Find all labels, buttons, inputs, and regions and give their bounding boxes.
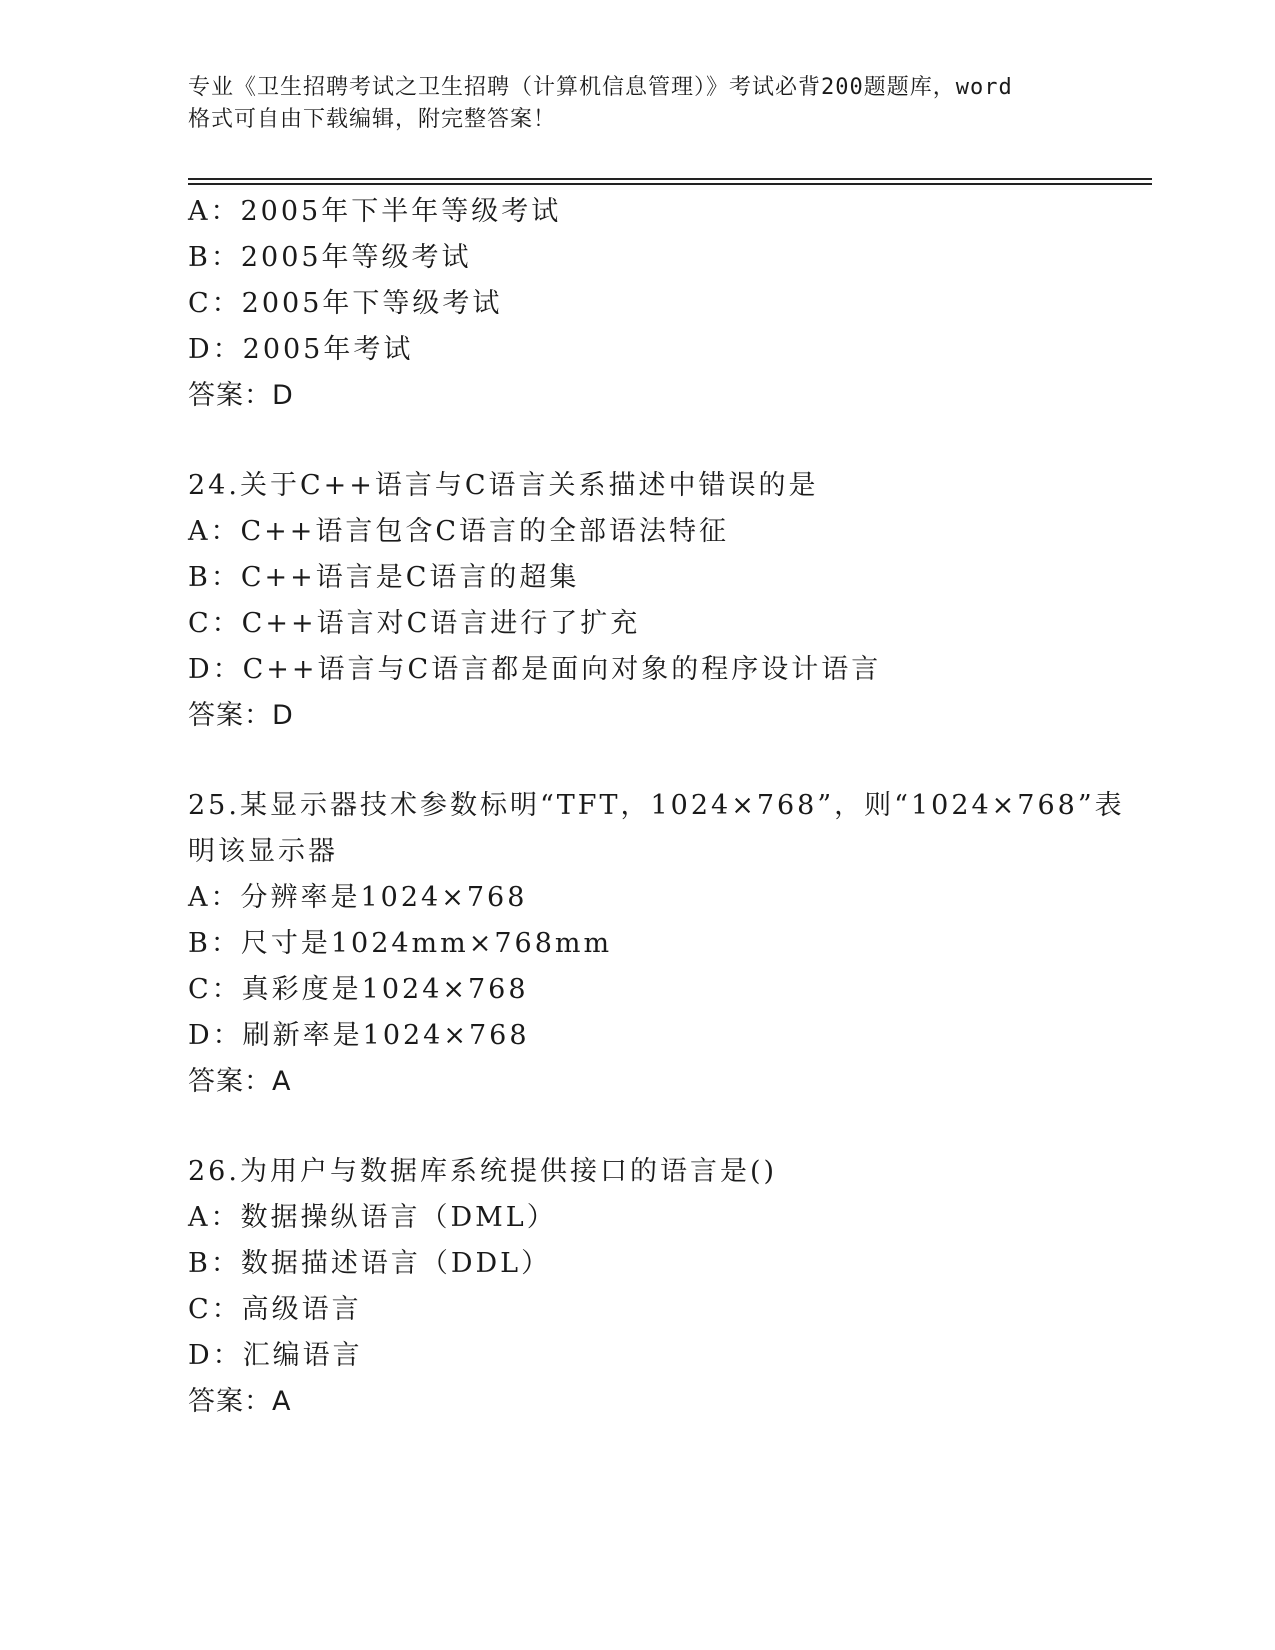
answer: 答案：D: [188, 380, 294, 411]
option-b: B：C++语言是C语言的超集: [188, 562, 580, 593]
question-list: [188, 189, 1125, 1425]
option-b: B：2005年等级考试: [188, 242, 472, 273]
option-d: D：C++语言与C语言都是面向对象的程序设计语言: [188, 654, 882, 685]
answer: 答案：A: [188, 1066, 292, 1097]
option-c: C：高级语言: [188, 1294, 362, 1325]
spacer: [188, 739, 1088, 783]
option-d: D：汇编语言: [188, 1340, 363, 1371]
question-24: [188, 463, 1088, 739]
question-25: [188, 783, 1125, 1105]
option-c: C：C++语言对C语言进行了扩充: [188, 608, 641, 639]
document-header: [188, 72, 1088, 136]
option-a: A：2005年下半年等级考试: [188, 196, 562, 227]
option-d: D：刷新率是1024×768: [188, 1020, 530, 1051]
option-a: A：C++语言包含C语言的全部语法特征: [188, 516, 730, 547]
header-divider-bottom: [188, 183, 1152, 185]
header-divider-top: [188, 178, 1152, 180]
question-26: [188, 1149, 1088, 1425]
question-text-line-2: 明该显示器: [188, 836, 338, 867]
header-line-2: 格式可自由下载编辑，附完整答案！: [188, 107, 557, 132]
question-text: 26.为用户与数据库系统提供接口的语言是(): [188, 1156, 778, 1187]
answer: 答案：D: [188, 700, 294, 731]
header-line-1: 专业《卫生招聘考试之卫生招聘（计算机信息管理）》考试必背200题题库，word: [188, 75, 1013, 100]
option-a: A：数据操纵语言（DML）: [188, 1202, 557, 1233]
answer: 答案：A: [188, 1386, 292, 1417]
option-c: C：2005年下等级考试: [188, 288, 503, 319]
question-text-line-1: 25.某显示器技术参数标明“TFT，1024×768”，则“1024×768”表: [188, 790, 1125, 821]
option-d: D：2005年考试: [188, 334, 414, 365]
option-b: B：尺寸是1024mm×768mm: [188, 928, 613, 959]
spacer: [188, 1105, 1088, 1149]
option-b: B：数据描述语言（DDL）: [188, 1248, 552, 1279]
spacer: [188, 419, 1088, 463]
question-text: 24.关于C++语言与C语言关系描述中错误的是: [188, 470, 819, 501]
option-a: A：分辨率是1024×768: [188, 882, 528, 913]
option-c: C：真彩度是1024×768: [188, 974, 529, 1005]
question-23: [188, 189, 1088, 419]
